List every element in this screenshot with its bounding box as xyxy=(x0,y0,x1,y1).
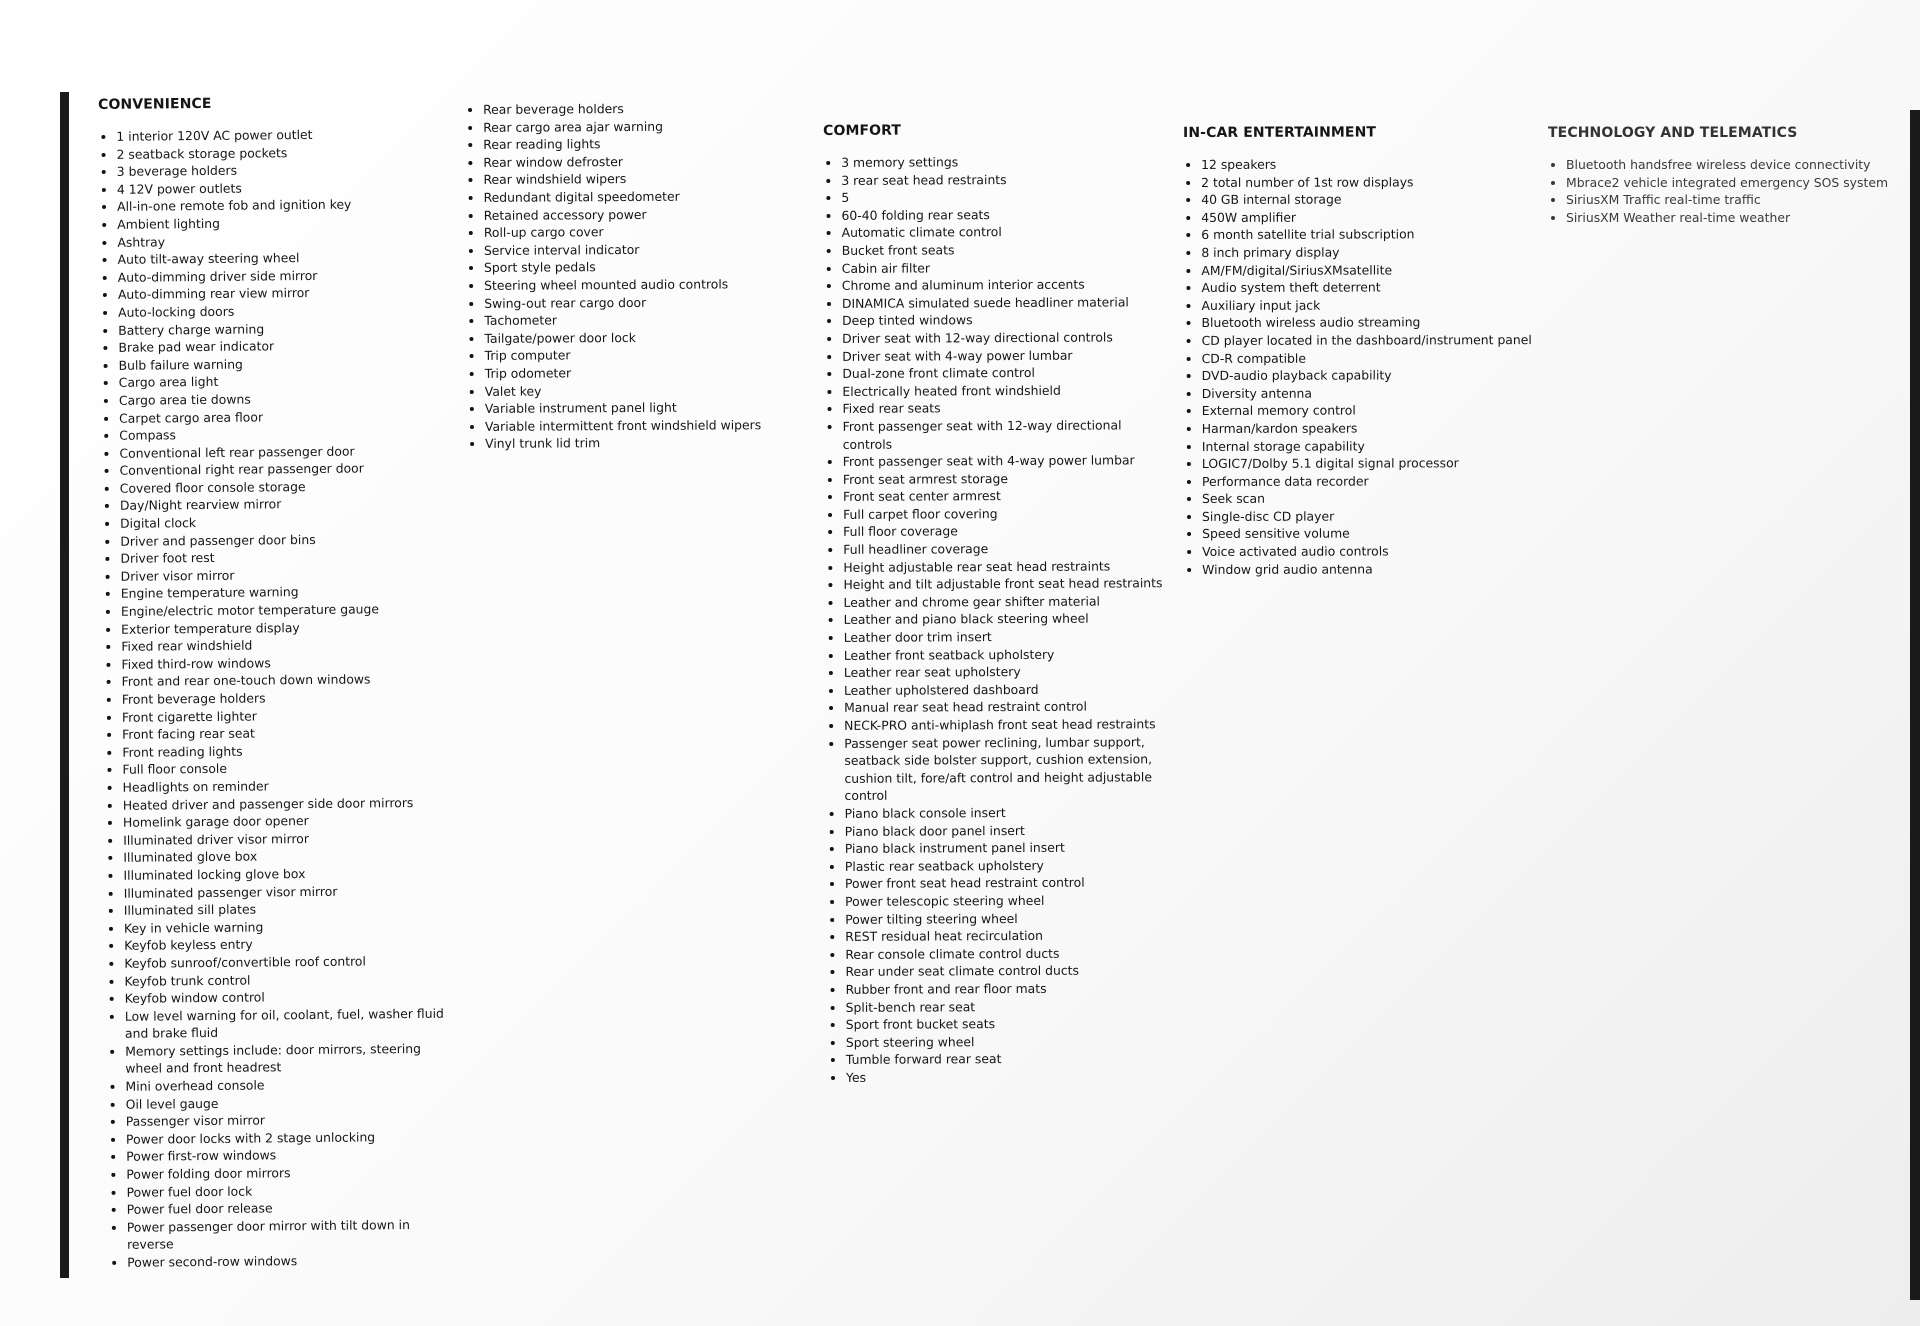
list-item: • Fixed third-row windows xyxy=(121,652,448,673)
list-item: • 12 speakers xyxy=(1201,155,1538,173)
page-edge-left xyxy=(60,92,69,1278)
list-item: • CD-R compatible xyxy=(1202,349,1539,367)
list-item: • Fixed rear windshield xyxy=(121,635,448,656)
list-item: • Tumble forward rear seat xyxy=(846,1049,1173,1068)
list-item: • Service interval indicator xyxy=(484,240,766,259)
convenience-section xyxy=(98,93,454,1272)
list-item: • 3 memory settings xyxy=(841,152,1168,171)
list-item: • Internal storage capability xyxy=(1202,437,1539,455)
list-item: • Dual-zone front climate control xyxy=(842,363,1169,382)
list-item: • 6 month satellite trial subscription xyxy=(1201,225,1538,243)
list-item: • Full floor console xyxy=(122,758,449,779)
list-item: • Battery charge warning xyxy=(118,318,445,339)
list-item: • SiriusXM Traffic real-time traffic xyxy=(1566,191,1908,209)
list-item: • Power telescopic steering wheel xyxy=(845,891,1172,910)
list-item: • Trip odometer xyxy=(485,363,767,382)
list-item: • Power fuel door release xyxy=(127,1198,454,1219)
list-item: • SiriusXM Weather real-time weather xyxy=(1566,209,1908,227)
list-item: • Sport steering wheel xyxy=(846,1032,1173,1051)
list-item: • Memory settings include: door mirrors, steering wheel and front headrest xyxy=(125,1040,452,1078)
list-item: • Fixed rear seats xyxy=(842,399,1169,418)
convenience-title: CONVENIENCE xyxy=(98,95,212,113)
list-item: • Leather front seatback upholstery xyxy=(844,645,1171,664)
list-item: • Front seat center armrest xyxy=(843,486,1170,505)
list-item: • Mbrace2 vehicle integrated emergency SOS system xyxy=(1566,174,1908,192)
list-item: • Exterior temperature display xyxy=(121,617,448,638)
list-item: • 60-40 folding rear seats xyxy=(841,205,1168,224)
entertainment-title: IN-CAR ENTERTAINMENT xyxy=(1183,124,1377,141)
list-item: • Keyfob keyless entry xyxy=(124,934,451,955)
list-item: • Keyfob sunroof/convertible roof control xyxy=(124,952,451,973)
list-item: • Chrome and aluminum interior accents xyxy=(842,275,1169,294)
list-item: • Illuminated locking glove box xyxy=(123,864,450,885)
list-item: • Power second-row windows xyxy=(127,1251,454,1272)
list-item: • Speed sensitive volume xyxy=(1202,525,1539,543)
list-item: • Sport front bucket seats xyxy=(846,1014,1173,1033)
list-item: • Covered floor console storage xyxy=(120,477,447,498)
list-item: • Front and rear one-touch down windows xyxy=(122,670,449,691)
list-item: • Engine temperature warning xyxy=(121,582,448,603)
list-item: • NECK-PRO anti-whiplash front seat head restraints xyxy=(844,715,1171,734)
list-item: • Leather rear seat upholstery xyxy=(844,662,1171,681)
list-item: • Full carpet floor covering xyxy=(843,504,1170,523)
comfort-title: COMFORT xyxy=(823,122,902,139)
list-item: • Keyfob trunk control xyxy=(124,969,451,990)
list-item: • Diversity antenna xyxy=(1202,384,1539,402)
list-item: • Swing-out rear cargo door xyxy=(484,293,766,312)
list-item: • Conventional right rear passenger door xyxy=(120,459,447,480)
list-item: • Driver foot rest xyxy=(120,547,447,568)
list-item: • 8 inch primary display xyxy=(1201,243,1538,261)
list-item: • DINAMICA simulated suede headliner material xyxy=(842,293,1169,312)
list-item: • Auto-locking doors xyxy=(118,301,445,322)
list-item: • Front beverage holders xyxy=(122,688,449,709)
list-item: • Cabin air filter xyxy=(842,258,1169,277)
list-item: • Passenger seat power reclining, lumbar support, seatback side bolster support, cushion extension, cushion tilt, fore/aft control and height adjustable control xyxy=(844,733,1171,805)
list-item: • Day/Night rearview mirror xyxy=(120,494,447,515)
list-item: • Trip computer xyxy=(485,345,767,364)
list-item: • 40 GB internal storage xyxy=(1201,190,1538,208)
list-item: • DVD-audio playback capability xyxy=(1202,366,1539,384)
list-item: • Leather door trim insert xyxy=(844,627,1171,646)
list-item: • Variable intermittent front windshield wipers xyxy=(485,416,767,435)
list-item: • Cargo area tie downs xyxy=(119,389,446,410)
list-item: • Vinyl trunk lid trim xyxy=(485,433,767,452)
list-item: • 2 total number of 1st row displays xyxy=(1201,173,1538,191)
list-item: • Leather upholstered dashboard xyxy=(844,680,1171,699)
list-item: • Headlights on reminder xyxy=(123,776,450,797)
list-item: • Driver seat with 4-way power lumbar xyxy=(842,346,1169,365)
list-item: • 4 12V power outlets xyxy=(117,177,444,198)
list-item: • Rear cargo area ajar warning xyxy=(483,117,765,136)
list-item: • Plastic rear seatback upholstery xyxy=(845,856,1172,875)
list-item: • Power door locks with 2 stage unlocking xyxy=(126,1127,453,1148)
list-item: • Electrically heated front windshield xyxy=(842,381,1169,400)
technology-list xyxy=(1548,156,1908,226)
list-item: • Automatic climate control xyxy=(842,223,1169,242)
convenience-continued-list xyxy=(465,99,767,453)
list-item: • Bluetooth handsfree wireless device connectivity xyxy=(1566,156,1908,174)
list-item: • Power tilting steering wheel xyxy=(845,909,1172,928)
list-item: • Illuminated glove box xyxy=(123,846,450,867)
list-item: • LOGIC7/Dolby 5.1 digital signal processor xyxy=(1202,454,1539,472)
list-item: • 3 rear seat head restraints xyxy=(841,170,1168,189)
list-item: • Compass xyxy=(119,424,446,445)
list-item: • 2 seatback storage pockets xyxy=(116,142,443,163)
list-item: • AM/FM/digital/SiriusXMsatellite xyxy=(1201,261,1538,279)
technology-section xyxy=(1548,124,1908,226)
list-item: • Yes xyxy=(846,1067,1173,1086)
list-item: • Key in vehicle warning xyxy=(124,916,451,937)
list-item: • Ambient lighting xyxy=(117,213,444,234)
list-item: • Leather and piano black steering wheel xyxy=(844,610,1171,629)
list-item: • Roll-up cargo cover xyxy=(484,222,766,241)
list-item: • Single-disc CD player xyxy=(1202,507,1539,525)
technology-title: TECHNOLOGY AND TELEMATICS xyxy=(1548,125,1798,141)
list-item: • Power folding door mirrors xyxy=(126,1163,453,1184)
list-item: • Carpet cargo area floor xyxy=(119,406,446,427)
list-item: • Full floor coverage xyxy=(843,522,1170,541)
list-item: • Driver visor mirror xyxy=(121,565,448,586)
list-item: • Brake pad wear indicator xyxy=(118,336,445,357)
list-item: • All-in-one remote fob and ignition key xyxy=(117,195,444,216)
list-item: • Piano black instrument panel insert xyxy=(845,838,1172,857)
list-item: • Power passenger door mirror with tilt down in reverse xyxy=(127,1215,454,1253)
list-item: • Front cigarette lighter xyxy=(122,705,449,726)
list-item: • Rear windshield wipers xyxy=(483,170,765,189)
list-item: • CD player located in the dashboard/instrument panel xyxy=(1202,331,1539,349)
list-item: • Piano black console insert xyxy=(845,803,1172,822)
list-item: • Audio system theft deterrent xyxy=(1201,278,1538,296)
list-item: • Power first-row windows xyxy=(126,1145,453,1166)
list-item: • 3 beverage holders xyxy=(117,160,444,181)
list-item: • Low level warning for oil, coolant, fuel, washer fluid and brake fluid xyxy=(125,1004,452,1042)
list-item: • Tachometer xyxy=(484,310,766,329)
list-item: • Mini overhead console xyxy=(125,1075,452,1096)
list-item: • Height adjustable rear seat head restraints xyxy=(843,557,1170,576)
list-item: • Rear beverage holders xyxy=(483,99,765,118)
list-item: • Tailgate/power door lock xyxy=(484,328,766,347)
list-item: • Front facing rear seat xyxy=(122,723,449,744)
list-item: • Leather and chrome gear shifter material xyxy=(843,592,1170,611)
list-item: • Redundant digital speedometer xyxy=(484,187,766,206)
list-item: • Seek scan xyxy=(1202,489,1539,507)
list-item: • Rear under seat climate control ducts xyxy=(845,961,1172,980)
list-item: • Driver and passenger door bins xyxy=(120,529,447,550)
list-item: • Ashtray xyxy=(117,230,444,251)
list-item: • REST residual heat recirculation xyxy=(845,926,1172,945)
list-item: • Front passenger seat with 4-way power lumbar xyxy=(843,451,1170,470)
list-item: • Auto-dimming driver side mirror xyxy=(118,265,445,286)
list-item: • Heated driver and passenger side door mirrors xyxy=(123,793,450,814)
list-item: • Illuminated sill plates xyxy=(124,899,451,920)
list-item: • Power front seat head restraint control xyxy=(845,874,1172,893)
list-item: • Manual rear seat head restraint control xyxy=(844,698,1171,717)
list-item: • Sport style pedals xyxy=(484,258,766,277)
list-item: • Valet key xyxy=(485,381,767,400)
list-item: • Illuminated driver visor mirror xyxy=(123,828,450,849)
list-item: • Steering wheel mounted audio controls xyxy=(484,275,766,294)
list-item: • Height and tilt adjustable front seat head restraints xyxy=(843,574,1170,593)
entertainment-section xyxy=(1183,123,1539,578)
list-item: • 1 interior 120V AC power outlet xyxy=(116,125,443,146)
list-item: • Rubber front and rear floor mats xyxy=(845,979,1172,998)
list-item: • Bucket front seats xyxy=(842,240,1169,259)
list-item: • Auto tilt-away steering wheel xyxy=(117,248,444,269)
list-item: • Front seat armrest storage xyxy=(843,469,1170,488)
list-item: • Rear console climate control ducts xyxy=(845,944,1172,963)
comfort-list xyxy=(823,152,1173,1086)
list-item: • Engine/electric motor temperature gauge xyxy=(121,600,448,621)
list-item: • Retained accessory power xyxy=(484,205,766,224)
list-item: • Variable instrument panel light xyxy=(485,398,767,417)
list-item: • Auto-dimming rear view mirror xyxy=(118,283,445,304)
list-item: • Rear window defroster xyxy=(483,152,765,171)
convenience-list xyxy=(98,125,454,1272)
list-item: • Deep tinted windows xyxy=(842,311,1169,330)
list-item: • Performance data recorder xyxy=(1202,472,1539,490)
comfort-section xyxy=(823,120,1173,1086)
entertainment-list xyxy=(1183,155,1539,578)
list-item: • Rear reading lights xyxy=(483,134,765,153)
list-item: • Window grid audio antenna xyxy=(1202,560,1539,578)
list-item: • Split-bench rear seat xyxy=(846,997,1173,1016)
list-item: • Front reading lights xyxy=(122,740,449,761)
convenience-continued-section xyxy=(465,99,767,453)
list-item: • 5 xyxy=(841,187,1168,206)
list-item: • Driver seat with 12-way directional controls xyxy=(842,328,1169,347)
list-item: • Piano black door panel insert xyxy=(845,821,1172,840)
list-item: • Oil level gauge xyxy=(126,1092,453,1113)
list-item: • Digital clock xyxy=(120,512,447,533)
list-item: • Power fuel door lock xyxy=(126,1180,453,1201)
list-item: • Bulb failure warning xyxy=(119,353,446,374)
list-item: • Auxiliary input jack xyxy=(1201,296,1538,314)
list-item: • Voice activated audio controls xyxy=(1202,542,1539,560)
list-item: • Front passenger seat with 12-way directional controls xyxy=(843,416,1170,453)
list-item: • Conventional left rear passenger door xyxy=(119,441,446,462)
list-item: • Cargo area light xyxy=(119,371,446,392)
list-item: • 450W amplifier xyxy=(1201,208,1538,226)
list-item: • Harman/kardon speakers xyxy=(1202,419,1539,437)
list-item: • Passenger visor mirror xyxy=(126,1110,453,1131)
list-item: • Keyfob window control xyxy=(125,987,452,1008)
list-item: • Full headliner coverage xyxy=(843,539,1170,558)
list-item: • Homelink garage door opener xyxy=(123,811,450,832)
list-item: • External memory control xyxy=(1202,401,1539,419)
page-edge-right xyxy=(1910,110,1920,1300)
list-item: • Bluetooth wireless audio streaming xyxy=(1201,313,1538,331)
list-item: • Illuminated passenger visor mirror xyxy=(124,881,451,902)
